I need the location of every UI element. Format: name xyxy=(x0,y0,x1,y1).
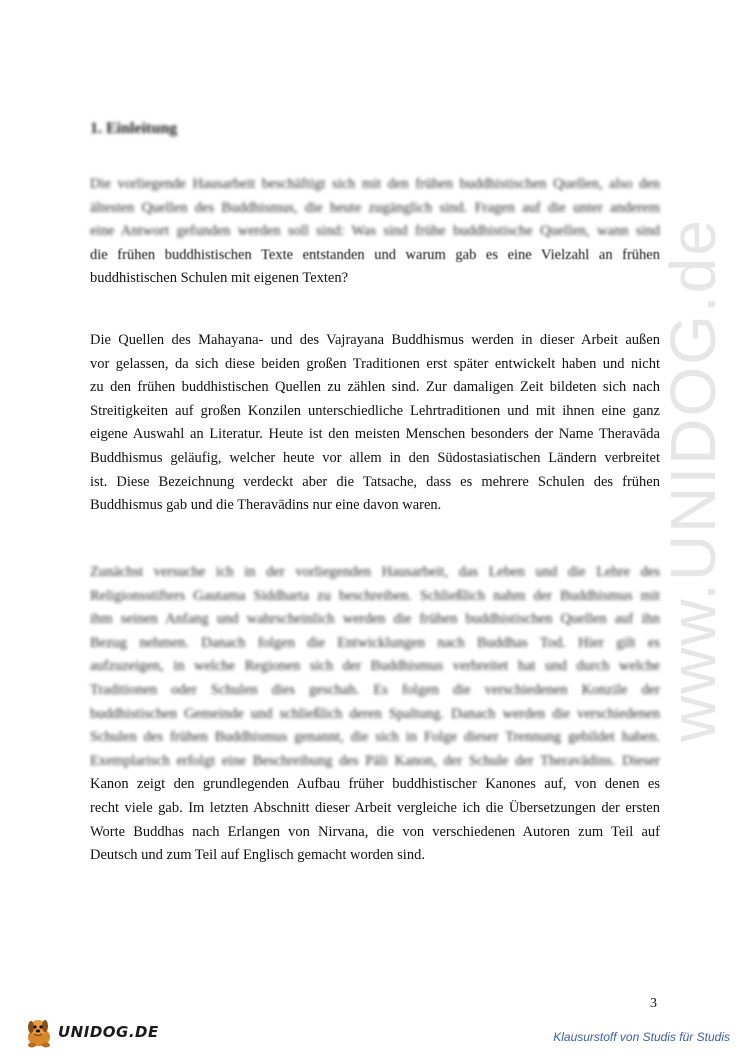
paragraph-line: Traditionen oder Schulen dies geschah. Es folgen die verschiedenen Konzile der xyxy=(90,681,660,698)
paragraph-line: aufzuzeigen, in welche Regionen sich der Buddhismus verbreitet hat und durch welche xyxy=(90,658,660,675)
paragraph-line: zu den frühen buddhistischen Quellen zu zählen sind. Zur damaligen Zeit bildeten sich nach xyxy=(90,379,660,396)
paragraph-line: die frühen buddhistischen Texte entstanden und warum gab es eine Vielzahl an frühen xyxy=(90,246,660,263)
paragraph-line: Buddhismus geläufig, welcher heute vor allem in den Südostasiatischen Ländern verbreitet xyxy=(90,449,660,466)
paragraph-intro xyxy=(90,173,660,291)
paragraph-line: Exemplarisch erfolgt eine Beschreibung des Pāli Kanon, der Schule der Theravādins. Dieser xyxy=(90,752,660,769)
paragraph-line: eine Antwort gefunden werden soll sind: Was sind frühe buddhistische Quellen, wann sind xyxy=(90,223,660,240)
paragraph-line: Deutsch und zum Teil auf Englisch gemacht worden sind. xyxy=(90,847,425,864)
watermark xyxy=(648,218,738,742)
paragraph-line: Kanon zeigt den grundlegenden Aufbau früher buddhistischer Kanones auf, von denen es xyxy=(90,776,660,793)
paragraph-line: Religionsstifters Gautama Siddharta zu beschreiben. Schließlich nahm der Buddhismus mit xyxy=(90,587,660,604)
unidog-logo[interactable] xyxy=(22,1014,162,1050)
paragraph-line: Zunächst versuche ich in der vorliegenden Hausarbeit, das Leben und die Lehre des xyxy=(90,564,660,580)
paragraph-line: Streitigkeiten auf großen Konzilen unterschiedliche Lehrtraditionen und mit ihnen eine ganz xyxy=(90,402,660,419)
paragraph-line: eigene Auswahl an Literatur. Heute ist den meisten Menschen besonders der Name Theravāda xyxy=(90,426,660,443)
page-number: 3 xyxy=(650,996,657,1011)
paragraph-line: ist. Diese Bezeichnung verdeckt aber die Tatsache, dass es mehrere Schulen des frühen xyxy=(90,473,660,490)
paragraph-outline xyxy=(90,561,660,868)
paragraph-line: Buddhismus gab und die Theravādins nur eine davon waren. xyxy=(90,497,442,514)
paragraph-line: Bezug nehmen. Danach folgen die Entwicklungen nach Buddhas Tod. Hier gilt es xyxy=(90,634,660,651)
paragraph-line: buddhistischen Schulen mit eigenen Texten? xyxy=(90,270,349,287)
paragraph-line: Die Quellen des Mahayana- und des Vajrayana Buddhismus werden in dieser Arbeit außen xyxy=(90,332,660,348)
watermark-text: www.UNIDOG.de xyxy=(657,218,729,742)
footer-slogan: Klausurstoff von Studis für Studis xyxy=(553,1030,730,1044)
paragraph-line: ältesten Quellen des Buddhismus, die heute zugänglich sind. Fragen auf die unter anderem xyxy=(90,199,660,216)
paragraph-line: buddhistischen Gemeinde und schließlich deren Spaltung. Danach werden die verschiedenen xyxy=(90,705,660,722)
paragraph-line: Die vorliegende Hausarbeit beschäftigt sich mit den frühen buddhistischen Quellen, also den xyxy=(90,176,660,192)
paragraph-line: vor gelassen, da sich diese beiden großen Traditionen erst später entwickelt haben und nicht xyxy=(90,355,660,372)
dog-mascot-icon xyxy=(22,1015,56,1049)
paragraph-sources xyxy=(90,329,660,518)
logo-text: UNIDOG.DE xyxy=(58,1023,159,1041)
section-heading: 1. Einleitung xyxy=(90,120,178,137)
paragraph-line: recht viele gab. Im letzten Abschnitt dieser Arbeit vergleiche ich die Übersetzungen der ersten xyxy=(90,799,660,816)
paragraph-line: Worte Buddhas nach Erlangen von Nirvana, die von verschiedenen Autoren zum Teil auf xyxy=(90,823,660,840)
paragraph-line: Schulen des frühen Buddhismus genannt, die sich in Folge dieser Trennung gebildet haben. xyxy=(90,729,660,746)
paragraph-line: ihm seinen Anfang und wahrscheinlich werden die frühen buddhistischen Quellen auf ihn xyxy=(90,611,660,628)
